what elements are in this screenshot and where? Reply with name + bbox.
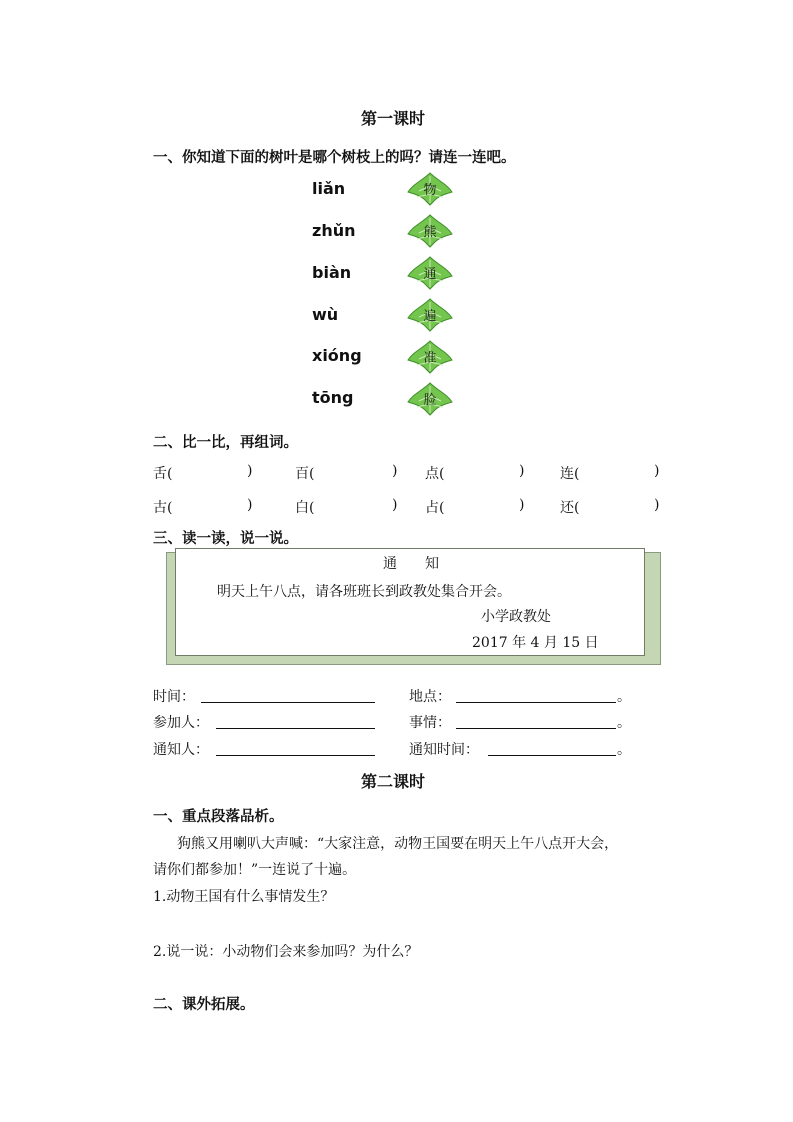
close-paren: ) bbox=[519, 463, 525, 479]
field-time-line[interactable] bbox=[201, 702, 375, 703]
leaf-character: 物 bbox=[423, 183, 437, 198]
part1-heading: 一、重点段落品析。 bbox=[153, 809, 284, 825]
field-matter-label: 事情： bbox=[409, 715, 451, 731]
passage-line: 狗熊又用喇叭大声喊：“大家注意，动物王国要在明天上午八点开大会， bbox=[177, 836, 619, 852]
compare-item: 舌( bbox=[153, 466, 173, 482]
field-notice-time-line[interactable] bbox=[488, 755, 616, 756]
leaf-character: 准 bbox=[423, 351, 437, 366]
leaf-character: 熊 bbox=[423, 225, 437, 240]
period: 。 bbox=[617, 689, 631, 705]
q1-heading: 一、你知道下面的树叶是哪个树枝上的吗？请连一连吧。 bbox=[153, 150, 516, 166]
q2-heading: 二、比一比，再组词。 bbox=[153, 435, 298, 451]
leaf-icon[interactable] bbox=[407, 256, 453, 290]
compare-item: 百( bbox=[295, 466, 315, 482]
question-2: 2.说一说：小动物们会来参加吗？为什么？ bbox=[153, 944, 419, 960]
close-paren: ) bbox=[247, 463, 253, 479]
question-1: 1.动物王国有什么事情发生？ bbox=[153, 889, 335, 905]
passage-line: 请你们都参加！”一连说了十遍。 bbox=[153, 862, 357, 878]
close-paren: ) bbox=[247, 497, 253, 513]
period: 。 bbox=[617, 715, 631, 731]
pinyin-item: zhǔn bbox=[312, 221, 356, 240]
compare-item: 还( bbox=[560, 500, 580, 516]
notice-title: 通 知 bbox=[383, 556, 439, 572]
field-notifier-line[interactable] bbox=[216, 755, 375, 756]
leaf-icon[interactable] bbox=[407, 382, 453, 416]
field-place-line[interactable] bbox=[456, 702, 616, 703]
close-paren: ) bbox=[519, 497, 525, 513]
notice-signer: 小学政教处 bbox=[481, 609, 551, 625]
field-time-label: 时间： bbox=[153, 689, 195, 705]
notice-card bbox=[175, 548, 645, 656]
close-paren: ) bbox=[392, 463, 398, 479]
leaf-character: 遍 bbox=[423, 309, 437, 324]
notice-body: 明天上午八点，请各班班长到政教处集合开会。 bbox=[217, 584, 511, 600]
compare-item: 点( bbox=[425, 466, 445, 482]
close-paren: ) bbox=[654, 463, 660, 479]
leaf-icon[interactable] bbox=[407, 298, 453, 332]
notice-date: 2017 年 4 月 15 日 bbox=[472, 635, 599, 651]
pinyin-item: wù bbox=[312, 305, 339, 324]
period: 。 bbox=[617, 742, 631, 758]
close-paren: ) bbox=[392, 497, 398, 513]
field-place-label: 地点： bbox=[409, 689, 451, 705]
compare-item: 占( bbox=[425, 500, 445, 516]
pinyin-item: biàn bbox=[312, 263, 352, 282]
leaf-icon[interactable] bbox=[407, 340, 453, 374]
leaf-icon[interactable] bbox=[407, 172, 453, 206]
close-paren: ) bbox=[654, 497, 660, 513]
compare-item: 古( bbox=[153, 500, 173, 516]
field-notifier-label: 通知人： bbox=[153, 742, 209, 758]
pinyin-item: liǎn bbox=[312, 179, 346, 198]
field-participants-line[interactable] bbox=[216, 728, 375, 729]
field-notice-time-label: 通知时间： bbox=[409, 742, 479, 758]
lesson2-title: 第二课时 bbox=[361, 772, 426, 791]
leaf-character: 脸 bbox=[423, 393, 437, 408]
pinyin-item: tōng bbox=[312, 388, 354, 407]
field-participants-label: 参加人： bbox=[153, 715, 209, 731]
leaf-character: 通 bbox=[423, 267, 437, 282]
pinyin-item: xióng bbox=[312, 346, 362, 365]
field-matter-line[interactable] bbox=[456, 728, 616, 729]
lesson1-title: 第一课时 bbox=[361, 109, 426, 128]
leaf-icon[interactable] bbox=[407, 214, 453, 248]
q3-heading: 三、读一读，说一说。 bbox=[153, 531, 298, 547]
compare-item: 白( bbox=[295, 500, 315, 516]
part2-heading: 二、课外拓展。 bbox=[153, 997, 255, 1013]
compare-item: 连( bbox=[560, 466, 580, 482]
